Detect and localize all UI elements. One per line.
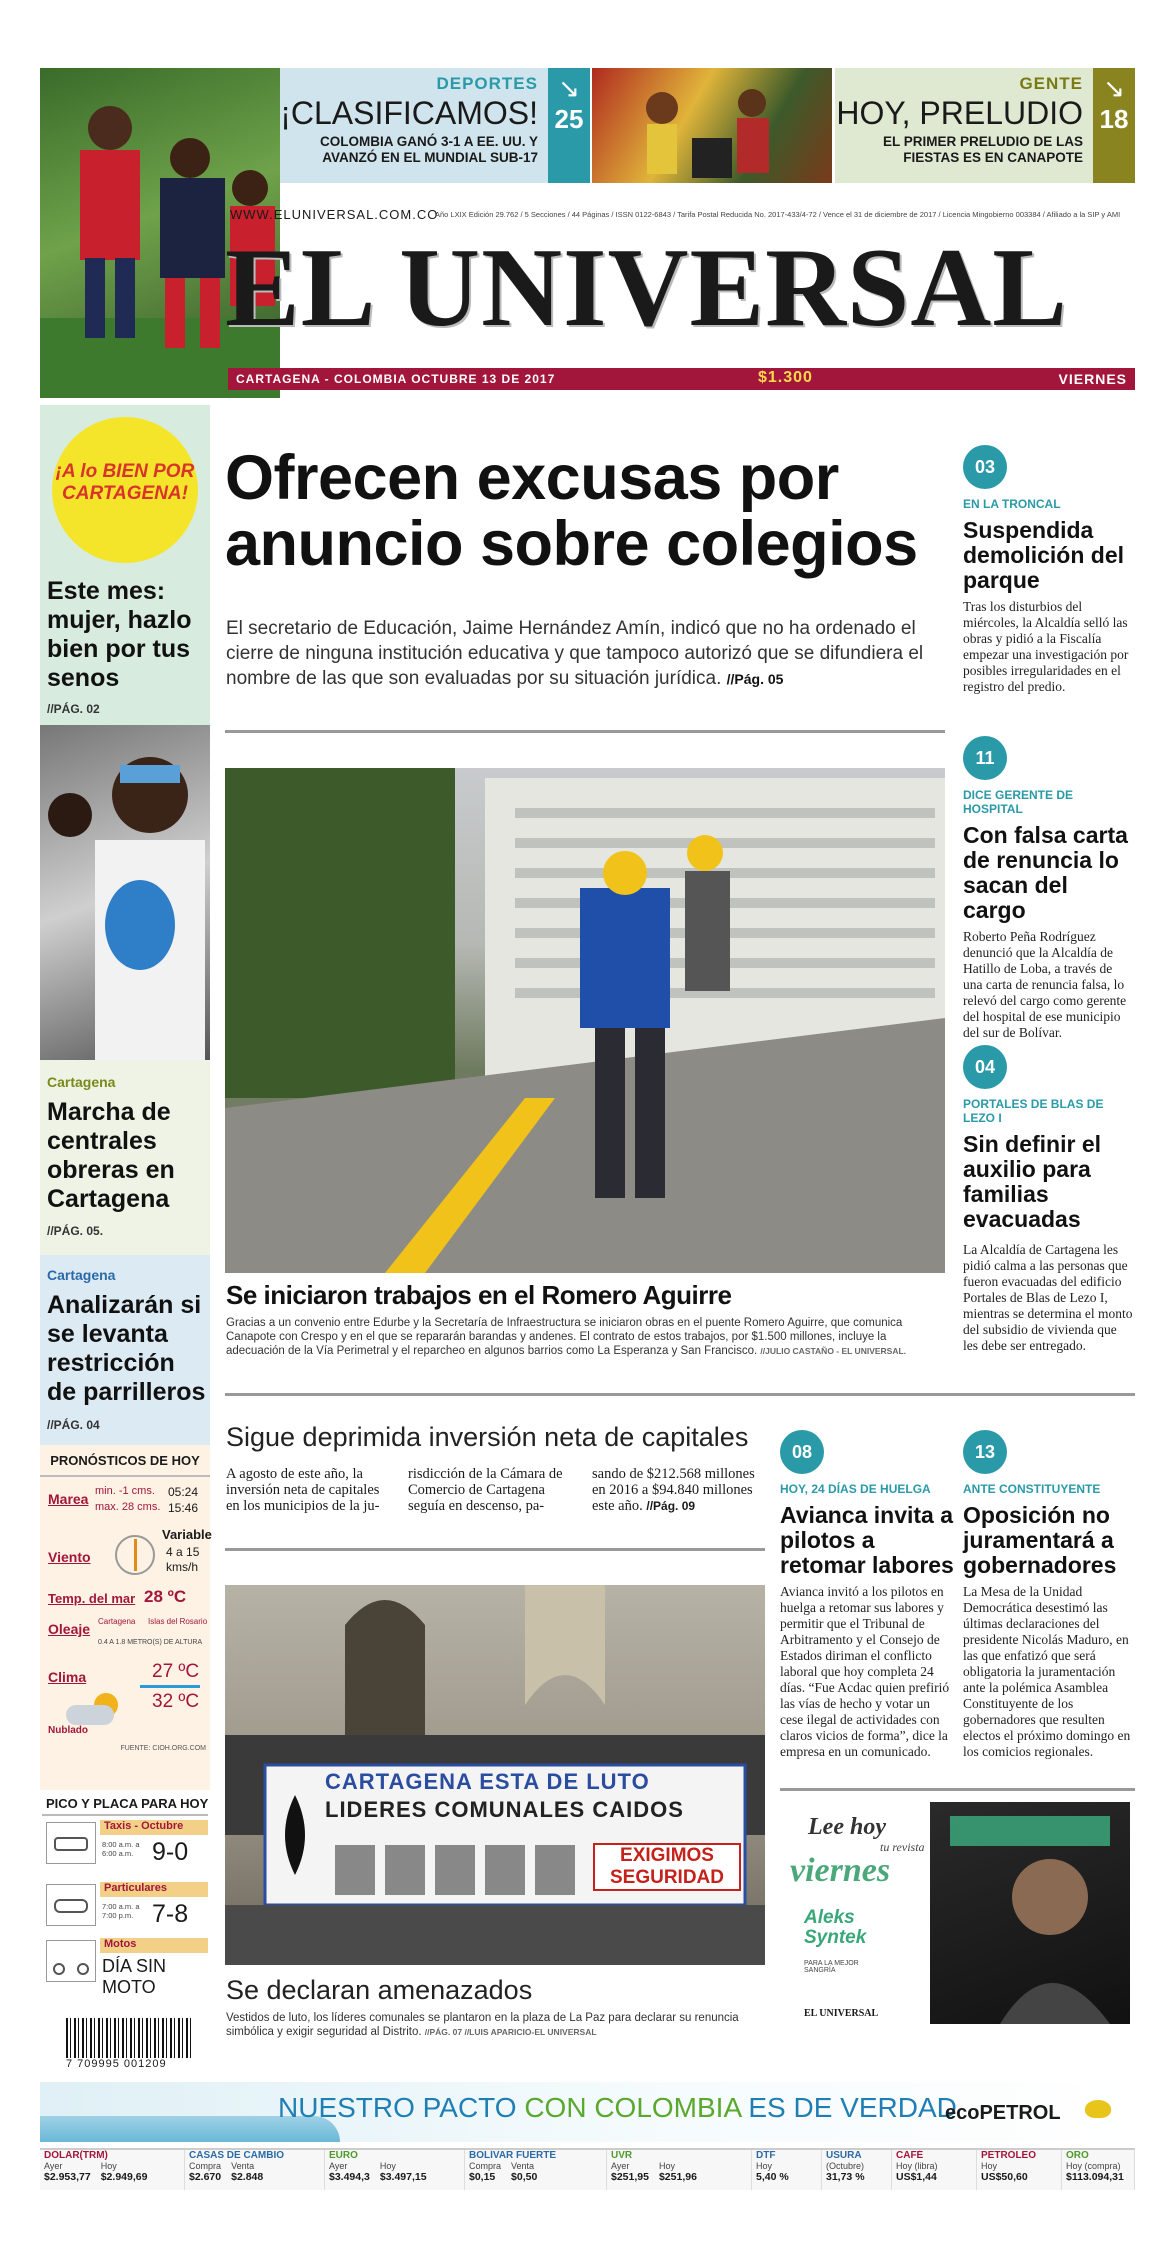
- finance-value: $2.953,77: [44, 2171, 91, 2183]
- finance-value: $251,96: [658, 2171, 697, 2183]
- wind-direction: Variable: [162, 1527, 212, 1542]
- sea-temp-label: Temp. del mar: [48, 1591, 136, 1606]
- finance-col-label: Hoy: [658, 2161, 675, 2171]
- cloud-sun-icon: [60, 1693, 130, 1727]
- promo-page-ref: //PÁG. 02: [47, 702, 100, 716]
- weather-box: [40, 1445, 210, 1790]
- inversion-headline[interactable]: Sigue deprimida inversión neta de capitales: [226, 1422, 749, 1452]
- parrilleros-story[interactable]: [40, 1255, 210, 1450]
- page-number-badge: 04: [963, 1045, 1007, 1089]
- photo2-headline[interactable]: Se declaran amenazados: [226, 1975, 533, 2005]
- wind-label: Viento: [48, 1549, 91, 1565]
- finance-cell: [752, 2150, 822, 2190]
- finance-value: $251,95: [611, 2171, 649, 2183]
- avianca-story[interactable]: [780, 1430, 955, 1760]
- promo-viernes-title: viernes: [790, 1852, 891, 1889]
- pico-title: PICO Y PLACA PARA HOY: [46, 1796, 209, 1811]
- finance-value: US$1,44: [896, 2171, 937, 2183]
- newspaper-logo: EL UNIVERSAL: [225, 226, 1068, 350]
- page-number-badge: 03: [963, 445, 1007, 489]
- inversion-col-3: [592, 1466, 762, 1514]
- finance-cell: [1062, 2150, 1135, 2190]
- tide-max-time: 15:46: [168, 1501, 199, 1515]
- finance-cell: [40, 2150, 185, 2190]
- gente-subhead: EL PRIMER PRELUDIO DE LAS FIESTAS ES EN CANAPOTE: [882, 134, 1083, 165]
- climate-state: Nublado: [48, 1725, 88, 1736]
- barcode-number: 7 709995 001209: [66, 2058, 167, 2070]
- protest-sign: EXIGIMOS SEGURIDAD: [593, 1843, 741, 1891]
- avianca-headline: Avianca invita a pilotos a retomar labores: [780, 1502, 954, 1578]
- magazine-cover: [930, 1802, 1130, 2024]
- website-url[interactable]: WWW.ELUNIVERSAL.COM.CO: [230, 207, 439, 222]
- promo-brand: EL UNIVERSAL: [804, 2008, 879, 2019]
- inversion-col-3-text: sando de $212.568 millones en 2016 a $94.840 millones este año.: [592, 1466, 755, 1514]
- gente-label: GENTE: [1019, 74, 1083, 93]
- side-2-kicker: DICE GERENTE DE HOSPITAL: [963, 788, 1074, 816]
- oposicion-headline: Oposición no juramentará a gobernadores: [963, 1502, 1117, 1578]
- finance-col-label: Compra: [469, 2161, 502, 2171]
- deportes-page-tab: [548, 68, 590, 183]
- climate-low: 27 ºC: [152, 1661, 200, 1682]
- finance-value: US$50,60: [981, 2171, 1028, 2183]
- tide-label: Marea: [48, 1491, 89, 1507]
- banner-line-2: LIDERES COMUNALES CAIDOS: [325, 1797, 684, 1822]
- pico-hours-2: 7:00 a.m. a 7:00 p.m.: [102, 1902, 140, 1920]
- badge-line-2: CARTAGENA!: [62, 483, 188, 504]
- finance-title: EURO: [329, 2150, 358, 2161]
- weather-title: PRONÓSTICOS DE HOY: [50, 1453, 200, 1468]
- finance-col-label: Compra: [189, 2161, 222, 2171]
- finance-title: BOLÍVAR FUERTE: [469, 2150, 557, 2161]
- car-icon: [46, 1884, 96, 1926]
- woman-cheering-photo: [40, 725, 210, 1060]
- gente-headline: HOY, PRELUDIO: [836, 95, 1083, 131]
- ad-text-1: NUESTRO PACTO: [278, 2092, 517, 2123]
- finance-cell: [822, 2150, 892, 2190]
- page-number-badge: 08: [780, 1430, 824, 1474]
- tide-min: min. -1 cms.: [95, 1485, 155, 1497]
- finance-value: $3.497,15: [379, 2171, 427, 2183]
- sea-temp-value: 28 ºC: [144, 1587, 187, 1606]
- photo2-credit: //PÁG. 07 //LUIS APARICIO-EL UNIVERSAL: [424, 2027, 597, 2037]
- finance-value: $0,50: [511, 2171, 538, 2183]
- finance-cell: [977, 2150, 1062, 2190]
- finance-col-label: Hoy (libra): [896, 2161, 938, 2171]
- iguana-icon: [1085, 2100, 1111, 2118]
- finance-title: UVR: [611, 2150, 633, 2161]
- promo-artist-name: Aleks Syntek: [804, 1907, 867, 1948]
- oposicion-body: La Mesa de la Unidad Democrática desestimó las últimas declaraciones del presidente Nicolás Maduro, en las que enfatizó que será obligatoria la juramentación ante la polémica Asamblea Constituyente de los gobernadores que resulten electos el próximo domingo en los comicios regionales.: [963, 1584, 1131, 1759]
- marcha-story[interactable]: [40, 1060, 210, 1255]
- tide-max: max. 28 cms.: [95, 1501, 161, 1513]
- deportes-headline: ¡CLASIFICAMOS!: [280, 95, 538, 131]
- campaign-badge: [52, 417, 198, 563]
- ad-slogan: [278, 2092, 957, 2124]
- side-story-2[interactable]: [963, 736, 1135, 1041]
- ecopetrol-ad[interactable]: [40, 2082, 1135, 2142]
- deportes-promo[interactable]: [280, 68, 590, 183]
- climate-high: 32 ºC: [152, 1691, 200, 1712]
- marcha-kicker: Cartagena: [47, 1074, 116, 1090]
- finance-col-label: Hoy (compra): [1066, 2161, 1121, 2171]
- finance-col-label: Hoy: [756, 2161, 773, 2171]
- photo1-credit: //JULIO CASTAÑO - EL UNIVERSAL.: [760, 1346, 907, 1356]
- promo-tu-revista: tu revista: [880, 1840, 925, 1854]
- gente-page-tab: [1093, 68, 1135, 183]
- ad-text-2: CON COLOMBIA: [524, 2092, 741, 2123]
- dateline-bar: [228, 368, 1135, 390]
- finance-cell: [607, 2150, 752, 2190]
- finance-title: ORO: [1066, 2150, 1089, 2161]
- edition-info: Año LXIX Edición 29.762 / 5 Secciones / 44 Páginas / ISSN 0122-6843 / Tarifa Postal Reducida No. 2017-433/4-72 / Vence el 31 de diciembre de 2017 / Licencia Mingobierno 003384 / Afiliado a la SIP y AMI: [435, 210, 1121, 219]
- side-3-kicker: PORTALES DE BLAS DE LEZO I: [963, 1097, 1104, 1125]
- finance-cell: [892, 2150, 977, 2190]
- side-story-3[interactable]: [963, 1045, 1135, 1354]
- finance-title: CASAS DE CAMBIO: [189, 2150, 285, 2161]
- side-1-kicker: EN LA TRONCAL: [963, 497, 1061, 511]
- arrow-down-right-icon: ↘: [558, 73, 580, 103]
- carnival-photo: [592, 68, 832, 183]
- lead-text: El secretario de Educación, Jaime Hernández Amín, indicó que no ha ordenado el cierre de ninguna institución educativa y que tampoco autorizó que se difundiera el nombre de las que son evaluadas por su situación jurídica.: [226, 618, 924, 689]
- lead-headline[interactable]: Ofrecen excusas por anuncio sobre colegios: [225, 443, 918, 579]
- lead-page-ref: //Pág. 05: [726, 671, 784, 687]
- pico-plates-2: 7-8: [152, 1900, 189, 1928]
- finance-cell: [465, 2150, 607, 2190]
- finance-col-label: Venta: [231, 2161, 255, 2171]
- finance-ticker: [40, 2148, 1135, 2190]
- finance-col-label: Hoy: [379, 2161, 396, 2171]
- parrilleros-page-ref: //PÁG. 04: [47, 1418, 100, 1432]
- pico-type-3: Motos: [100, 1938, 208, 1953]
- finance-cell: [325, 2150, 465, 2190]
- pico-plates-1: 9-0: [152, 1838, 189, 1866]
- side-1-headline: Suspendida demolición del parque: [963, 517, 1125, 593]
- side-1-body: Tras los disturbios del miércoles, la Alcaldía selló las obras y pidió a la Fiscalía empezar una investigación por posibles irregularidades en el registro del predio.: [963, 599, 1129, 694]
- finance-value: 31,73 %: [826, 2171, 865, 2183]
- price: $1.300: [758, 369, 813, 386]
- parrilleros-headline: Analizarán si se levanta restricción de parrilleros: [47, 1291, 206, 1406]
- finance-title: PETRÓLEO: [981, 2150, 1037, 2161]
- wind-speed: 4 a 15 kms/h: [166, 1545, 200, 1574]
- finance-value: $2.848: [231, 2171, 264, 2183]
- finance-cell: [185, 2150, 325, 2190]
- deportes-page-number: 25: [554, 104, 584, 134]
- waves-label: Oleaje: [48, 1621, 91, 1637]
- arrow-down-right-icon: ↘: [1103, 73, 1125, 103]
- pico-type-1: Taxis - Octubre: [100, 1820, 208, 1835]
- weekday: VIERNES: [1058, 371, 1127, 387]
- pico-plates-3: DÍA SIN MOTO: [102, 1956, 167, 1997]
- waves-rosario: Islas del Rosario: [148, 1617, 208, 1626]
- page-number-badge: 11: [963, 736, 1007, 780]
- finance-value: $113.094,31: [1066, 2171, 1124, 2183]
- protest-photo: [225, 1585, 765, 1965]
- finance-title: DÓLAR(TRM): [44, 2150, 108, 2161]
- promo-sidebar: [40, 405, 210, 1060]
- finance-value: $2.949,69: [100, 2171, 148, 2183]
- marcha-page-ref: //PÁG. 05.: [47, 1224, 104, 1238]
- deportes-label: DEPORTES: [436, 74, 538, 93]
- photo1-caption: [226, 1316, 944, 1358]
- deportes-subhead: COLOMBIA GANÓ 3-1 A EE. UU. Y AVANZÓ EN EL MUNDIAL SUB-17: [319, 134, 538, 165]
- waves-cartagena: Cartagena: [98, 1617, 136, 1626]
- inversion-page-ref: //Pág. 09: [646, 1499, 696, 1513]
- pico-type-2: Particulares: [100, 1882, 208, 1897]
- side-2-body: Roberto Peña Rodríguez denunció que la Alcaldía de Hatillo de Loba, a través de una carta de renuncia falsa, lo relevó del cargo como gerente del hospital de ese municipio del sur de Bolívar.: [963, 929, 1127, 1040]
- lead-body: [226, 616, 941, 692]
- compass-icon: [115, 1535, 155, 1575]
- gente-promo[interactable]: [835, 68, 1135, 183]
- weather-source: FUENTE: CIOH.ORG.COM: [120, 1745, 206, 1752]
- photo2-caption-text: Vestidos de luto, los líderes comunales se plantaron en la plaza de La Paz para declarar su renuncia simbólica y exigir seguridad al Distrito.: [226, 2012, 739, 2038]
- waves-height: 0.4 A 1.8 METRO(S) DE ALTURA: [98, 1639, 203, 1646]
- finance-col-label: Ayer: [611, 2161, 630, 2171]
- climate-label: Clima: [48, 1669, 87, 1685]
- finance-value: $0,15: [469, 2171, 496, 2183]
- finance-col-label: Venta: [511, 2161, 535, 2171]
- promo-headline[interactable]: Este mes: mujer, hazlo bien por tus senos: [47, 577, 192, 692]
- pico-placa-box: [40, 1790, 210, 2070]
- banner-line-1: CARTAGENA ESTA DE LUTO: [325, 1769, 650, 1794]
- motorcycle-icon: [46, 1940, 96, 1982]
- dateline: CARTAGENA - COLOMBIA OCTUBRE 13 DE 2017: [236, 372, 556, 386]
- finance-title: CAFÉ: [896, 2150, 924, 2161]
- side-3-body: La Alcaldía de Cartagena les pidió calma a las personas que fueron evacuadas del edificio Portales de Blas de Lezo I, mientras se determina el monto del subsidio de vivienda que les debe ser entregado.: [963, 1242, 1133, 1353]
- inversion-col-2: risdicción de la Cámara de Comercio de Cartagena seguía en descenso, pa-: [408, 1466, 563, 1514]
- taxi-icon: [46, 1822, 96, 1864]
- ad-text-3: ES DE VERDAD: [748, 2092, 957, 2123]
- ecopetrol-logo: ecoPETROL: [945, 2102, 1061, 2124]
- finance-value: $2.670: [189, 2171, 222, 2183]
- oposicion-kicker: ANTE CONSTITUYENTE: [963, 1482, 1101, 1496]
- finance-title: USURA: [826, 2150, 862, 2161]
- oposicion-story[interactable]: [963, 1430, 1135, 1760]
- page-number-badge: 13: [963, 1430, 1007, 1474]
- pico-hours-1: 8:00 a.m. a 6:00 a.m.: [102, 1840, 140, 1858]
- side-2-headline: Con falsa carta de renuncia lo sacan del cargo: [963, 822, 1128, 923]
- finance-col-label: Hoy: [981, 2161, 998, 2171]
- side-story-1[interactable]: [963, 445, 1135, 695]
- finance-title: DTF: [756, 2150, 776, 2161]
- viernes-magazine-promo[interactable]: [780, 1800, 1135, 2030]
- finance-value: 5,40 %: [756, 2171, 789, 2183]
- finance-col-label: (Octubre): [826, 2161, 865, 2171]
- gente-page-number: 18: [1099, 104, 1129, 134]
- finance-col-label: Ayer: [329, 2161, 348, 2171]
- promo-tagline: PARA LA MEJOR SANGRÍA: [804, 1960, 859, 1974]
- side-3-headline: Sin definir el auxilio para familias evacuadas: [963, 1131, 1102, 1232]
- inversion-col-1: A agosto de este año, la inversión neta de capitales en los municipios de la ju-: [226, 1466, 380, 1514]
- photo1-headline[interactable]: Se iniciaron trabajos en el Romero Aguirre: [226, 1280, 732, 1310]
- tide-min-time: 05:24: [168, 1485, 199, 1499]
- parrilleros-kicker: Cartagena: [47, 1267, 116, 1283]
- marcha-headline: Marcha de centrales obreras en Cartagena: [47, 1098, 175, 1213]
- avianca-body: Avianca invitó a los pilotos en huelga a retomar sus labores y permitir que el Tribunal de Arbitramento y el Consejo de Estados diriman el conflicto laboral que hoy completa 24 días. “Fue Acdac quien prefirió las vías de hecho y votar un cese ilegal de actividades con claros vicios de forma”, dice la empresa en un comunicado.: [780, 1584, 950, 1759]
- finance-col-label: Ayer: [44, 2161, 63, 2171]
- badge-line-1: ¡A lo BIEN POR: [55, 461, 195, 482]
- photo2-caption: [226, 2011, 766, 2039]
- promo-lee-hoy: Lee hoy: [808, 1814, 886, 1840]
- barcode: [66, 2018, 192, 2058]
- bridge-works-photo: [225, 768, 945, 1273]
- avianca-kicker: HOY, 24 DÍAS DE HUELGA: [780, 1482, 931, 1496]
- photo1-caption-text: Gracias a un convenio entre Edurbe y la Secretaría de Infraestructura se iniciaron obras en el puente Romero Aguirre, que comunica Canapote con Crespo y en el que se repararán barandas y andenes. El contrato de estos trabajos, por $1.500 millones, incluye la adecuación de la Vía Perimetral y el reparcheo en algunos barrios como La Esperanza y San Francisco.: [226, 1317, 903, 1357]
- finance-col-label: Hoy: [100, 2161, 117, 2171]
- finance-value: $3.494,3: [329, 2171, 370, 2183]
